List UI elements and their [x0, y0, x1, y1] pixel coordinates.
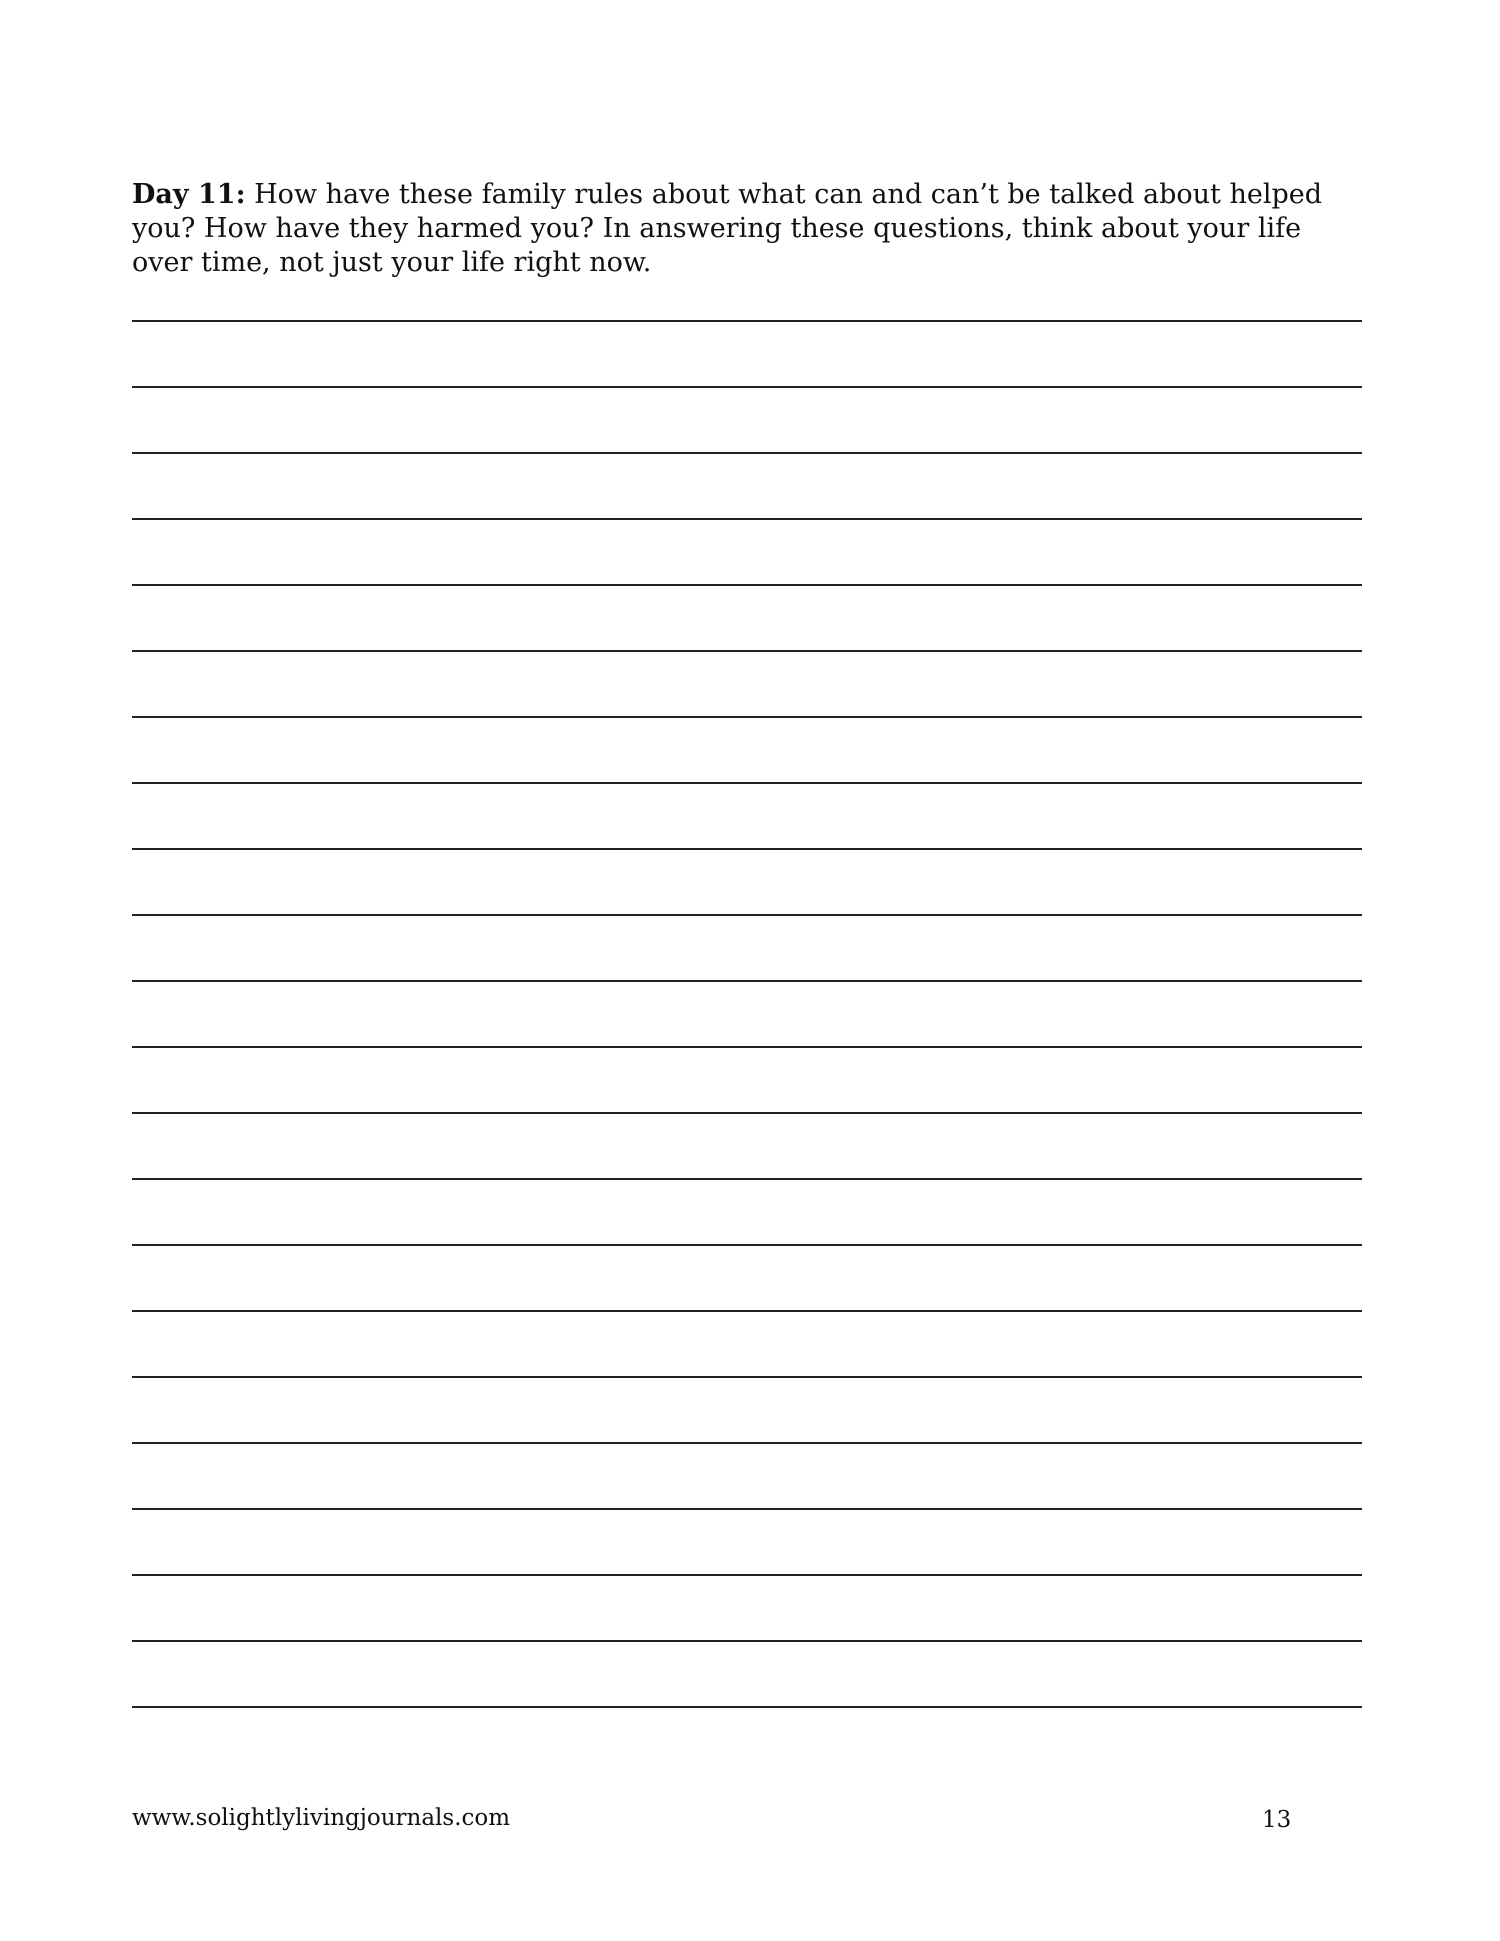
writing-line [132, 452, 1362, 454]
writing-line [132, 1046, 1362, 1048]
writing-line [132, 650, 1362, 652]
journal-prompt [132, 178, 1362, 280]
writing-line [132, 1376, 1362, 1378]
footer-website-url: www.solightlylivingjournals.com [132, 1805, 511, 1831]
writing-line [132, 584, 1362, 586]
writing-line [132, 914, 1362, 916]
prompt-day-label: Day 11: [132, 179, 246, 210]
writing-line [132, 782, 1362, 784]
writing-line [132, 980, 1362, 982]
writing-line [132, 1310, 1362, 1312]
writing-lines-area [132, 320, 1362, 1720]
writing-line [132, 1178, 1362, 1180]
writing-line [132, 1574, 1362, 1576]
writing-line [132, 320, 1362, 322]
prompt-question-text: How have these family rules about what can and can’t be talked about helped you? How have they harmed you? In answering these questions, think about your life over time, not just your life right now. [132, 179, 1323, 278]
writing-line [132, 386, 1362, 388]
writing-line [132, 1640, 1362, 1642]
writing-line [132, 1508, 1362, 1510]
writing-line [132, 1244, 1362, 1246]
writing-line [132, 518, 1362, 520]
writing-line [132, 848, 1362, 850]
writing-line [132, 1706, 1362, 1708]
writing-line [132, 1442, 1362, 1444]
writing-line [132, 1112, 1362, 1114]
page-number: 13 [1262, 1807, 1292, 1833]
writing-line [132, 716, 1362, 718]
